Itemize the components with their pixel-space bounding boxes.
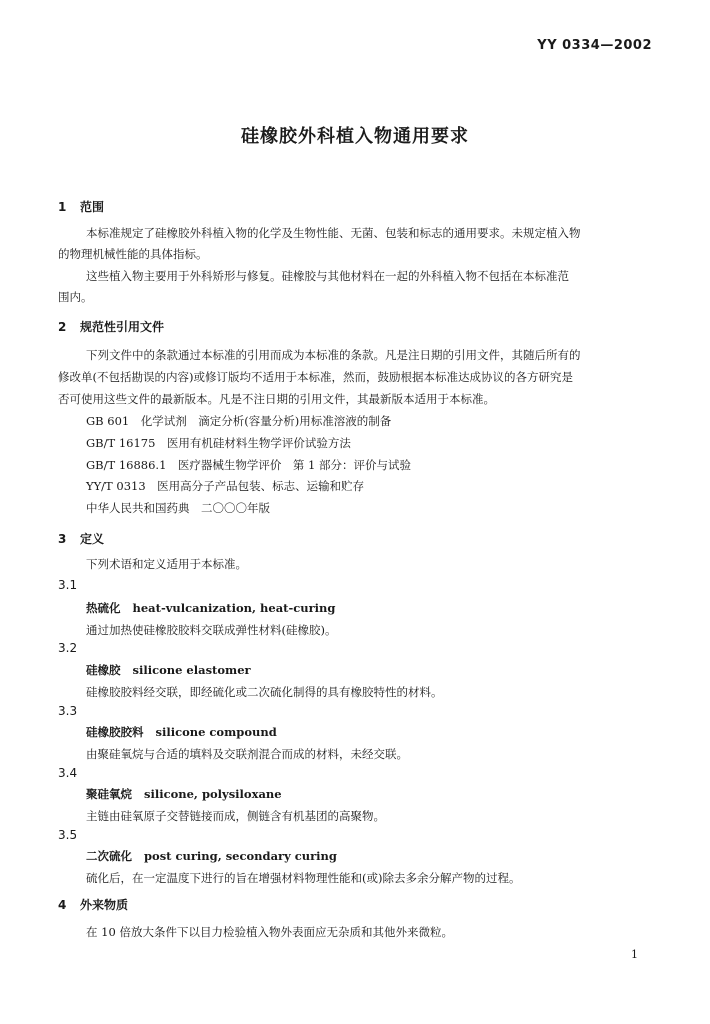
term-number: 3.1 (58, 578, 78, 592)
term-en: post curing, secondary curing (144, 849, 337, 863)
section-title: 外来物质 (80, 898, 129, 912)
section-number: 4 (58, 898, 67, 912)
section-4-heading (58, 896, 128, 913)
reference-item: 中华人民共和国药典 二〇〇〇年版 (86, 501, 270, 515)
term-en: silicone elastomer (132, 663, 251, 677)
standard-number: YY 0334—2002 (537, 38, 652, 53)
section-title: 规范性引用文件 (80, 320, 165, 334)
paragraph-line: 修改单(不包括勘误的内容)或修订版均不适用于本标准，然而，鼓励根据本标准达成协议的各方研究是 (58, 370, 573, 384)
term-en: silicone compound (155, 725, 277, 739)
term-zh: 硅橡胶 (86, 663, 121, 677)
term-number: 3.2 (58, 641, 78, 655)
term-heading (86, 600, 335, 616)
term-zh: 二次硫化 (86, 849, 132, 863)
term-number: 3.5 (58, 828, 78, 842)
term-heading (86, 724, 277, 740)
term-heading (86, 662, 251, 678)
term-definition: 硫化后，在一定温度下进行的旨在增强材料物理性能和(或)除去多余分解产物的过程。 (86, 871, 521, 885)
definitions-intro: 下列术语和定义适用于本标准。 (86, 557, 247, 571)
term-zh: 硅橡胶胶料 (86, 725, 144, 739)
term-zh: 聚硅氧烷 (86, 787, 132, 801)
term-definition: 通过加热使硅橡胶胶料交联成弹性材料(硅橡胶)。 (86, 623, 337, 637)
paragraph-line: 这些植入物主要用于外科矫形与修复。硅橡胶与其他材料在一起的外科植入物不包括在本标准范 (86, 269, 569, 283)
document-title: 硅橡胶外科植入物通用要求 (241, 126, 469, 147)
term-definition: 主链由硅氧原子交替链接而成，侧链含有机基团的高聚物。 (86, 809, 385, 823)
paragraph-line: 在 10 倍放大条件下以目力检验植入物外表面应无杂质和其他外来微粒。 (86, 925, 453, 939)
term-number: 3.3 (58, 704, 78, 718)
paragraph-line: 本标准规定了硅橡胶外科植入物的化学及生物性能、无菌、包装和标志的通用要求。未规定植入物 (86, 226, 581, 240)
section-number: 2 (58, 320, 67, 334)
section-number: 1 (58, 200, 67, 214)
term-definition: 由聚硅氧烷与合适的填料及交联剂混合而成的材料，未经交联。 (86, 747, 408, 761)
reference-item: GB/T 16175 医用有机硅材料生物学评价试验方法 (86, 436, 351, 450)
reference-item: GB 601 化学试剂 滴定分析(容量分析)用标准溶液的制备 (86, 414, 392, 428)
paragraph-line: 下列文件中的条款通过本标准的引用而成为本标准的条款。凡是注日期的引用文件，其随后所有的 (86, 348, 581, 362)
term-heading (86, 848, 337, 864)
term-definition: 硅橡胶胶料经交联，即经硫化或二次硫化制得的具有橡胶特性的材料。 (86, 685, 443, 699)
term-heading (86, 786, 282, 802)
term-en: heat-vulcanization, heat-curing (132, 601, 336, 615)
page-number: 1 (631, 948, 638, 961)
section-3-heading (58, 530, 104, 547)
term-en: silicone, polysiloxane (144, 787, 282, 801)
section-title: 定义 (80, 532, 105, 546)
term-number: 3.4 (58, 766, 78, 780)
paragraph-line: 否可使用这些文件的最新版本。凡是不注日期的引用文件，其最新版本适用于本标准。 (58, 392, 495, 406)
term-zh: 热硫化 (86, 601, 121, 615)
section-2-heading (58, 318, 164, 335)
paragraph-line: 围内。 (58, 290, 93, 304)
paragraph-line: 的物理机械性能的具体指标。 (58, 247, 208, 261)
reference-item: GB/T 16886.1 医疗器械生物学评价 第 1 部分：评价与试验 (86, 458, 412, 472)
section-number: 3 (58, 532, 67, 546)
section-title: 范围 (80, 200, 105, 214)
reference-item: YY/T 0313 医用高分子产品包装、标志、运输和贮存 (86, 479, 365, 493)
section-1-heading (58, 198, 104, 215)
